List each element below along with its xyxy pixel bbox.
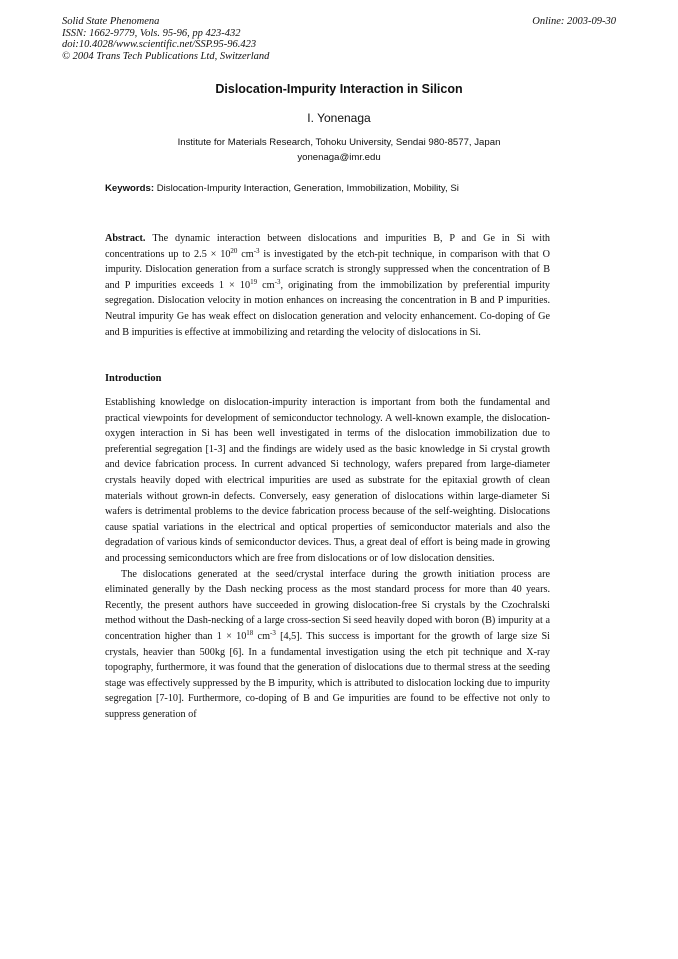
email-link[interactable]: yonenaga@imr.edu [297, 152, 381, 163]
online-date: Online: 2003-09-30 [532, 16, 616, 27]
abstract-label: Abstract. [105, 233, 146, 244]
copyright-line: © 2004 Trans Tech Publications Ltd, Switzerland [62, 50, 270, 62]
abstract-text: , originating from the immobilization by preferential impurity segregation. Dislocation velocity in motion enhances on increasing the concentration in B and P impurities. Neutral impurity Ge has weak effect on dislocation generation and velocity enhancement. Co-doping of Ge and B impurities is effective at immobilizing and retarding the velocity of dislocations in Si. [105, 279, 550, 338]
journal-header [62, 16, 616, 62]
paragraph-exponent: -3 [270, 628, 276, 637]
abstract-text: cm [237, 248, 254, 260]
abstract-exponent: 20 [230, 246, 238, 255]
paper-title: Dislocation-Impurity Interaction in Silicon [215, 82, 463, 96]
introduction-body [105, 395, 550, 722]
keywords-label: Keywords: [105, 183, 155, 194]
affiliation: Institute for Materials Research, Tohoku University, Sendai 980-8577, Japan [177, 137, 501, 148]
paragraph: Establishing knowledge on dislocation-impurity interaction is important from both the fundamental and practical viewpoints for development of semiconductor technology. A well-known example, the dislocation-oxygen interaction in Si has been well investigated in terms of the dislocation immobilization due to preferential segregation [1-3] and the findings are widely used as the basic knowledge in Si crystal growth and device fabrication process. In current advanced Si technology, wafers prepared from large-diameter crystals heavily doped with electrical impurities are used as substrate for the epitaxial growth of clean materials without grown-in defects. Conversely, easy generation of dislocations within large-diameter Si wafers is detrimental problems to the device fabrication process because of the self-weighting. Dislocations cause spatial variations in the electrical and optical properties of semiconductor materials and also the degradation of various kinds of semiconductor devices. Thus, a great deal of effort is being made in growing and processing semiconductors which are free from dislocations or of low dislocation densities. [105, 397, 550, 564]
keywords [105, 183, 575, 194]
journal-name: Solid State Phenomena [62, 16, 160, 27]
paragraph-exponent: 18 [246, 628, 254, 637]
abstract-exponent: -3 [253, 246, 260, 255]
abstract-exponent: 19 [250, 277, 258, 286]
paragraph-text: [4,5]. This success is important for the growth of large size Si crystals, heavier than 500kg [6]. In a fundamental investigation using the etch pit technique and X-ray topography, furthermore, it was found that the generation of dislocations due to thermal stress at the seeding stage was effectively suppressed by the B impurity, which is attributed to dislocation locking due to impurity segregation [7-10]. Furthermore, co-doping of B and Ge impurities are found to be effective not only to suppress generation of [105, 630, 550, 720]
section-heading-introduction: Introduction [105, 373, 162, 384]
paragraph-text: The dislocations generated at the seed/crystal interface during the growth initiation process are eliminated generally by the Dash necking process as the most standard process for more than 40 years. Recently, the present authors have succeeded in growing dislocation-free Si crystals by the Czochralski method without the Dash-necking of a large cross-section Si seed heavily doped with boron (B) impurity at a concentration higher than 1 × 10 [105, 568, 550, 642]
abstract-text: cm [257, 279, 275, 291]
doi-line[interactable]: doi:10.4028/www.scientific.net/SSP.95-96.423 [62, 39, 257, 50]
author-name: I. Yonenaga [307, 111, 371, 125]
issn-line: ISSN: 1662-9779, Vols. 95-96, pp 423-432 [62, 27, 241, 39]
abstract-text: The dynamic interaction between dislocations and impurities B, P and Ge in Si with concentrations up to 2.5 × 10 [105, 233, 551, 260]
affiliation-block [0, 135, 678, 165]
paragraph [105, 567, 550, 723]
abstract-text: is investigated by the etch-pit technique, in comparison with that O impurity. Dislocation generation from a surface scratch is strongly suppressed when the concentration of B and P impurities exceeds 1 × 10 [105, 248, 550, 291]
keywords-text: Dislocation-Impurity Interaction, Generation, Immobilization, Mobility, Si [156, 183, 459, 194]
paragraph-text: cm [253, 630, 270, 642]
abstract-exponent: -3 [274, 277, 281, 286]
abstract [105, 231, 550, 340]
